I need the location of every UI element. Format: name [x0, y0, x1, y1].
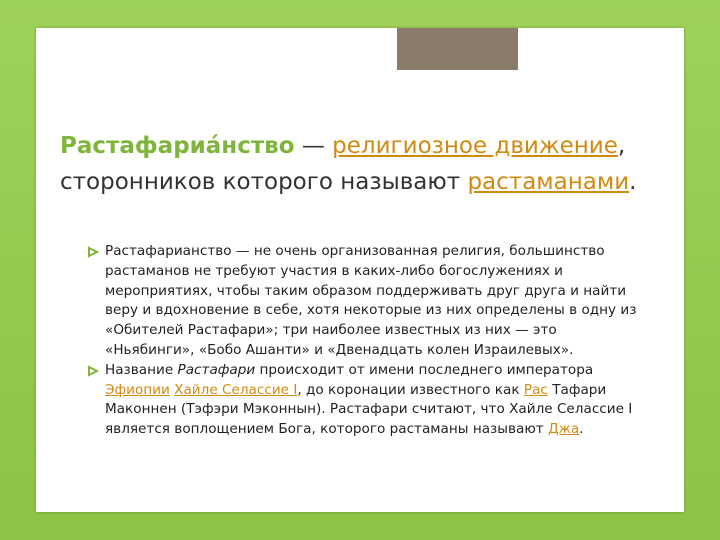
title-term: Растафариа́нство [60, 133, 295, 159]
bullet-text-part: Тафари Маконнен (Тэфэри Мэконнын). Растафари считают, что Хайле Селассие I является воплощением Бога, которого растаманы называют [105, 381, 633, 438]
slide-title [60, 128, 650, 200]
title-dash: — [294, 133, 333, 159]
link-ethiopia[interactable]: Эфиопии [105, 381, 170, 398]
bullet-list [88, 242, 648, 440]
title-mid: , сторонников которого называют [60, 133, 626, 195]
bullet-text-part: , до коронации известного как [297, 381, 524, 398]
bullet-text-part: происходит от имени последнего императора [255, 361, 594, 378]
bullet-item [88, 242, 648, 361]
chevron-bullet-icon [88, 246, 100, 258]
link-rastamans[interactable]: растаманами [467, 169, 630, 195]
bullet-text-part: . [579, 421, 584, 438]
link-haile-selassie[interactable]: Хайле Селассие I [174, 381, 298, 398]
bullet-text: Растафарианство — не очень организованная религия, большинство растаманов не требуют участия в каких-либо богослужениях и мероприятиях, чтобы таким образом поддерживать друг друга и найти веру и вдохновение в себе, хотя некоторые из них определены в одну из «Обителей Растафари»; три наиболее известных из них — это «Ньябинги», «Бобо Ашанти» и «Двенадцать колен Израилевых». [105, 243, 637, 358]
content-panel [36, 28, 684, 512]
link-religious-movement[interactable]: религиозное движение [332, 133, 618, 159]
accent-bar [397, 28, 518, 70]
bullet-item [88, 361, 648, 440]
link-ras[interactable]: Рас [523, 381, 548, 398]
bullet-text-part: Название [105, 361, 178, 378]
title-end: . [629, 169, 637, 195]
bullet-italic-rastafari: Растафари [177, 361, 256, 378]
chevron-bullet-icon [88, 365, 100, 377]
link-jah[interactable]: Джа [548, 421, 580, 438]
